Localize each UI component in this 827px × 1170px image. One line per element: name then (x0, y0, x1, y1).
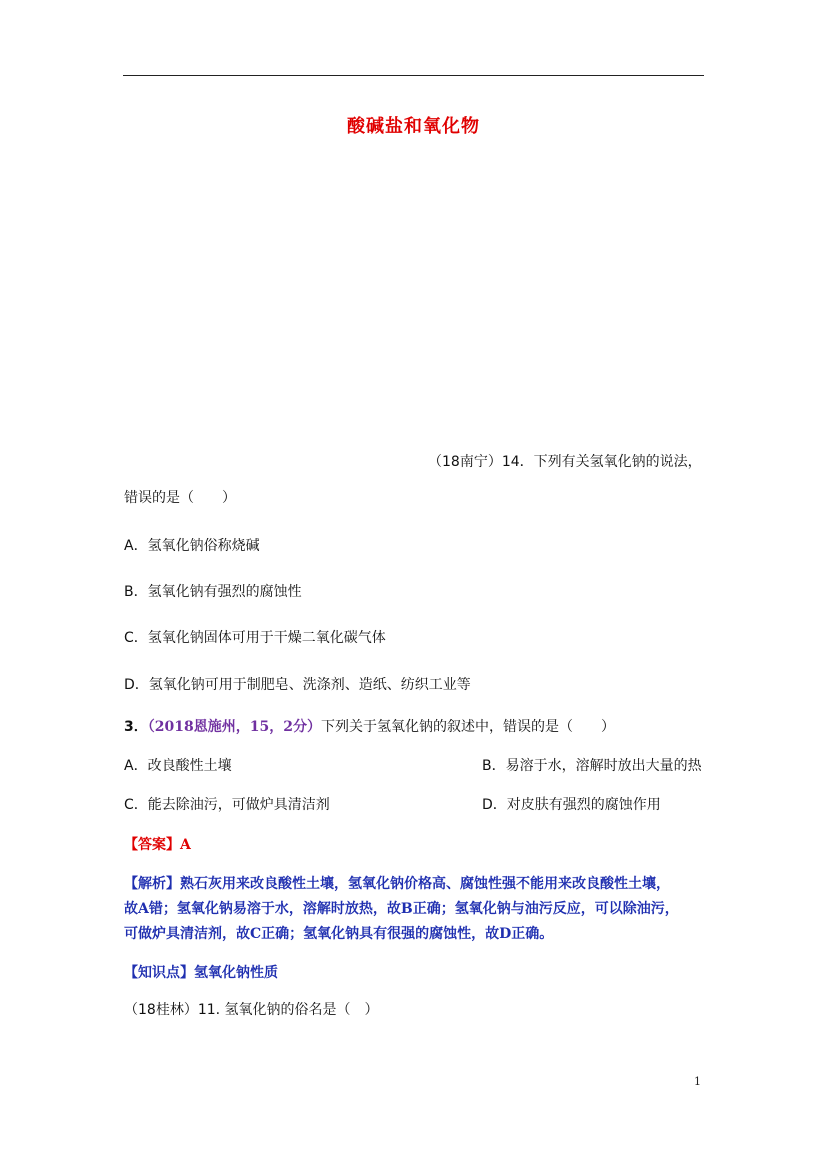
q3-question: 下列关于氢氧化钠的叙述中，错误的是（ ） (320, 719, 615, 735)
q3-knowledge-point (124, 962, 278, 982)
q3-option-a: A．改良酸性土壤 (124, 758, 232, 774)
q3-source: （2018恩施州，15，2分） (147, 719, 321, 735)
analysis-line-1: 【解析】熟石灰用来改良酸性土壤，氢氧化钠价格高、腐蚀性强不能用来改良酸性土壤， (124, 876, 670, 892)
answer-value: A (180, 837, 191, 853)
analysis-line-3: 可做炉具清洁剂，故C正确；氢氧化钠具有很强的腐蚀性，故D正确。 (124, 926, 554, 942)
q11-stem: （18桂林）11. 氢氧化钠的俗名是（ ） (124, 1002, 379, 1018)
page-number: 1 (694, 1075, 701, 1088)
q14-option-d: D．氢氧化钠可用于制肥皂、洗涤剂、造纸、纺织工业等 (124, 677, 471, 693)
q14-stem-line1: （18南宁）14．下列有关氢氧化钠的说法， (428, 454, 702, 470)
q3-option-d: D．对皮肤有强烈的腐蚀作用 (482, 797, 661, 813)
knowledge-value: 氢氧化钠性质 (194, 965, 278, 981)
header-rule (123, 75, 704, 76)
q3-answer (124, 834, 191, 854)
q14-option-a: A．氢氧化钠俗称烧碱 (124, 538, 260, 554)
analysis-line-2: 故A错；氢氧化钠易溶于水，溶解时放热，故B正确；氢氧化钠与油污反应，可以除油污， (124, 901, 679, 917)
q14-option-b: B．氢氧化钠有强烈的腐蚀性 (124, 584, 302, 600)
q3-option-b: B．易溶于水，溶解时放出大量的热 (482, 758, 702, 774)
answer-label: 【答案】 (124, 837, 180, 853)
q3-option-c: C．能去除油污，可做炉具清洁剂 (124, 797, 330, 813)
analysis-label: 【解析】 (124, 876, 180, 892)
q3-analysis (124, 872, 714, 947)
q14-stem-line2: 错误的是（ ） (124, 490, 236, 506)
page-title: 酸碱盐和氧化物 (347, 116, 480, 137)
q14-option-c: C．氢氧化钠固体可用于干燥二氧化碳气体 (124, 630, 386, 646)
q3-number: 3． (124, 719, 148, 735)
q3-stem (124, 718, 615, 736)
knowledge-label: 【知识点】 (124, 965, 194, 981)
